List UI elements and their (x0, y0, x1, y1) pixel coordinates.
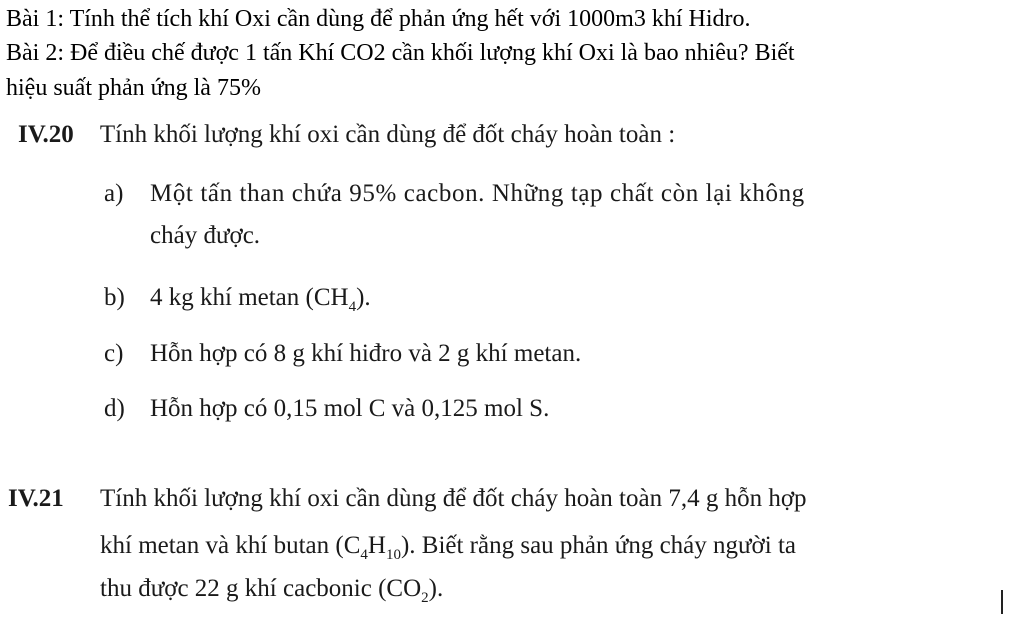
iv20-item-d (104, 394, 549, 424)
exercise-1-text: Bài 1: Tính thể tích khí Oxi cần dùng để phản ứng hết với 1000m3 khí Hidro. (6, 6, 751, 32)
iv20-item-a-line-1 (104, 179, 805, 209)
iv20-number: IV.20 (18, 121, 74, 148)
iv21-line-3 (100, 574, 443, 604)
item-b-text: 4 kg khí metan (CH (150, 284, 349, 311)
text-cursor (1001, 590, 1003, 614)
iv21-line-2 (100, 531, 796, 561)
iv21-line-2-sub-1: 4 (360, 547, 368, 563)
iv20-item-b (104, 283, 371, 313)
exercise-2-line-2: hiệu suất phản ứng là 75% (6, 75, 261, 101)
iv21-line-2-sub-2: 10 (385, 547, 401, 563)
iv20-question: Tính khối lượng khí oxi cần dùng để đốt cháy hoàn toàn : (99, 121, 676, 148)
item-a-label: a) (104, 180, 124, 207)
iv21-text-line-1: Tính khối lượng khí oxi cần dùng để đốt cháy hoàn toàn 7,4 g hỗn hợp (100, 485, 807, 512)
item-a-text: Một tấn than chứa 95% cacbon. Những tạp chất còn lại không (150, 180, 805, 207)
item-b-subscript: 4 (348, 299, 357, 315)
iv21-line-2-text-a: khí metan và khí butan (C (100, 532, 361, 559)
iv20-heading (18, 120, 675, 150)
exercise-2-line-1: Bài 2: Để điều chế được 1 tấn Khí CO2 cần khối lượng khí Oxi là bao nhiêu? Biết (6, 40, 795, 66)
item-b-text-end: ). (356, 284, 371, 311)
iv21-line-3-text-a: thu được 22 g khí cacbonic (CO (100, 575, 422, 602)
item-d-label: d) (104, 395, 125, 422)
item-c-text: Hỗn hợp có 8 g khí hiđro và 2 g khí metan. (150, 340, 582, 367)
iv20-item-c (104, 339, 581, 369)
item-c-label: c) (104, 340, 124, 367)
iv21-line-2-text-b: H (367, 532, 386, 559)
item-d-text: Hỗn hợp có 0,15 mol C và 0,125 mol S. (150, 395, 550, 422)
iv20-item-a-line-2: cháy được. (150, 222, 261, 249)
iv21-line-3-text-b: ). (428, 575, 444, 602)
item-b-label: b) (104, 284, 125, 311)
iv21-line-1 (8, 484, 807, 514)
iv21-line-3-sub: 2 (421, 590, 429, 606)
iv21-number: IV.21 (8, 485, 64, 512)
iv21-line-2-text-c: ). Biết rằng sau phản ứng cháy người ta (400, 532, 797, 559)
